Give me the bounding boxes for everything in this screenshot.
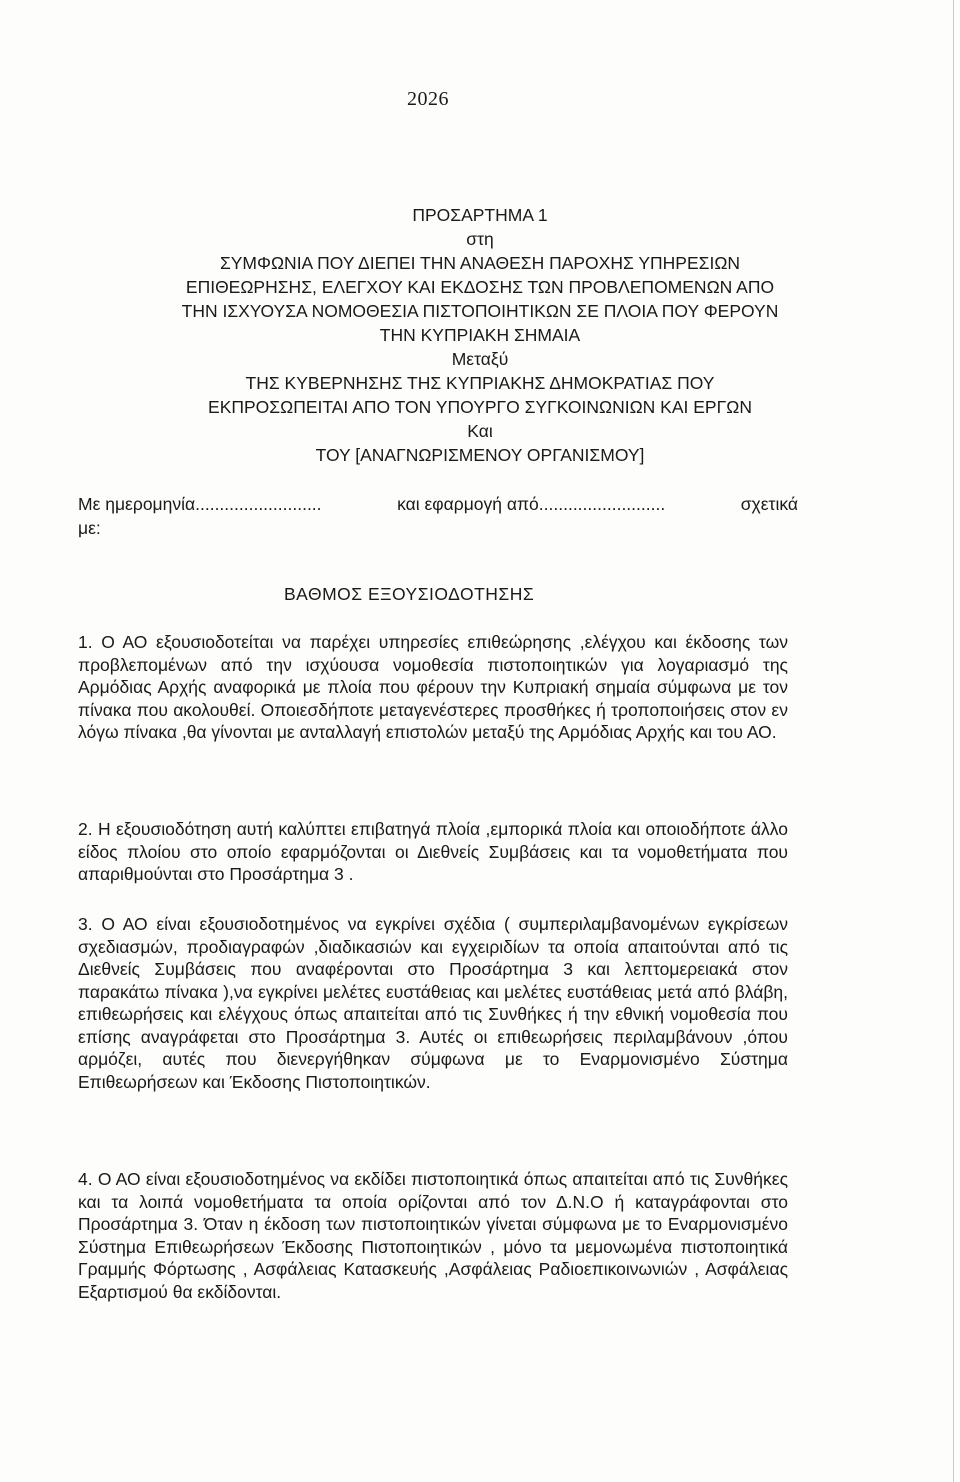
title-line: ΤΗΝ ΚΥΠΡΙΑΚΗ ΣΗΜΑΙΑ [379,325,581,345]
section-heading: ΒΑΘΜΟΣ ΕΞΟΥΣΙΟΔΟΤΗΣΗΣ [284,584,535,604]
title-line: ΤΗΣ ΚΥΒΕΡΝΗΣΗΣ ΤΗΣ ΚΥΠΡΙΑΚΗΣ ΔΗΜΟΚΡΑΤΙΑΣ ΠΟΥ [245,373,715,393]
application-field-label: και εφαρμογή από.......................... [397,494,666,514]
title-line: ΤΟΥ [ΑΝΑΓΝΩΡΙΣΜΕΝΟΥ ΟΡΓΑΝΙΣΜΟΥ] [315,445,645,465]
date-line [78,492,798,516]
relevant-label: σχετικά [740,494,798,514]
title-line: Και [467,421,493,441]
title-line: ΠΡΟΣΑΡΤΗΜΑ 1 [412,205,548,225]
title-line: ΣΥΜΦΩΝΙΑ ΠΟΥ ΔΙΕΠΕΙ ΤΗΝ ΑΝΑΘΕΣΗ ΠΑΡΟΧΗΣ ΥΠΗΡΕΣΙΩΝ [219,253,741,273]
title-line: ΕΚΠΡΟΣΩΠΕΙΤΑΙ ΑΠΟ ΤΟΝ ΥΠΟΥΡΓΟ ΣΥΓΚΟΙΝΩΝΙΩΝ ΚΑΙ ΕΡΓΩΝ [208,397,752,417]
paragraph-2: 2. Η εξουσιοδότηση αυτή καλύπτει επιβατηγά πλοία ,εμπορικά πλοία και οποιοδήποτε άλλο είδος πλοίου στο οποίο εφαρμόζονται οι Διεθνείς Συμβάσεις και τα νομοθετήματα που απαριθμούνται στο Προσάρτημα 3 . [78,819,788,884]
document-title-block [60,203,900,467]
paragraph-1: 1. Ο ΑΟ εξουσιοδοτείται να παρέχει υπηρεσίες επιθεώρησης ,ελέγχου και έκδοσης των προβλεπομένων από την ισχύουσα νομοθεσία πιστοποιητικών για λογαριασμό της Αρμόδιας Αρχής αναφορικά με πλοία που φέρουν την Κυπριακή σημαία σύμφωνα με τον πίνακα που ακολουθεί. Οποιεσδήποτε μεταγενέστερες προσθήκες ή τροποποιήσεις στον εν λόγω πίνακα ,θα γίνονται με ανταλλαγή επιστολών μεταξύ της Αρμόδιας Αρχής και του ΑΟ. [78,632,788,742]
paragraph-4: 4. Ο ΑΟ είναι εξουσιοδοτημένος να εκδίδει πιστοποιητικά όπως απαιτείται από τις Συνθήκες και τα λοιπά νομοθετήματα τα οποία ορίζονται από τον Δ.Ν.Ο ή καταγράφονται στο Προσάρτημα 3. Όταν η έκδοση των πιστοποιητικών γίνεται σύμφωνα με το Εναρμονισμένο Σύστημα Επιθεωρήσεων Έκδοσης Πιστοποιητικών , μόνο τα μεμονωμένα πιστοποιητικά Γραμμής Φόρτωσης , Ασφάλειας Κατασκευής ,Ασφάλειας Ραδιοεπικοινωνιών , Ασφάλειας Εξαρτισμού θα εκδίδονται. [78,1169,788,1302]
title-line: ΤΗΝ ΙΣΧΥΟΥΣΑ ΝΟΜΟΘΕΣΙΑ ΠΙΣΤΟΠΟΙΗΤΙΚΩΝ ΣΕ ΠΛΟΙΑ ΠΟΥ ΦΕΡΟΥΝ [181,301,779,321]
title-line: ΕΠΙΘΕΩΡΗΣΗΣ, ΕΛΕΓΧΟΥ ΚΑΙ ΕΚΔΟΣΗΣ ΤΩΝ ΠΡΟΒΛΕΠΟΜΕΝΩΝ ΑΠΟ [185,277,775,297]
scan-edge-line [953,0,954,1482]
page-number: 2026 [407,88,449,110]
date-field-label: Με ημερομηνία.......................... [78,494,322,514]
title-line: Μεταξύ [451,349,509,369]
with-label: με: [78,518,101,538]
title-line: στη [466,229,494,249]
paragraph-3: 3. Ο ΑΟ είναι εξουσιοδοτημένος να εγκρίνει σχέδια ( συμπεριλαμβανομένων εγκρίσεων σχεδιασμών, προδιαγραφών ,διαδικασιών και εγχειριδίων τα οποία απαιτούνται από τις Διεθνείς Συμβάσεις που αναφέρονται στο Προσάρτημα 3 και λεπτομερειακά στον παρακάτω πίνακα ),να εγκρίνει μελέτες ευστάθειας και μελέτες ευστάθειας μετά από βλάβη, επιθεωρήσεις και ελέγχους όπως απαιτείται από τις Συνθήκες ή την εθνική νομοθεσία που επίσης αναγράφεται στο Προσάρτημα 3. Αυτές οι επιθεωρήσεις περιλαμβάνουν ,όπου αρμόζει, αυτές που διενεργήθηκαν σύμφωνα με το Εναρμονισμένο Σύστημα Επιθεωρήσεων και Έκδοσης Πιστοποιητικών. [78,914,788,1092]
